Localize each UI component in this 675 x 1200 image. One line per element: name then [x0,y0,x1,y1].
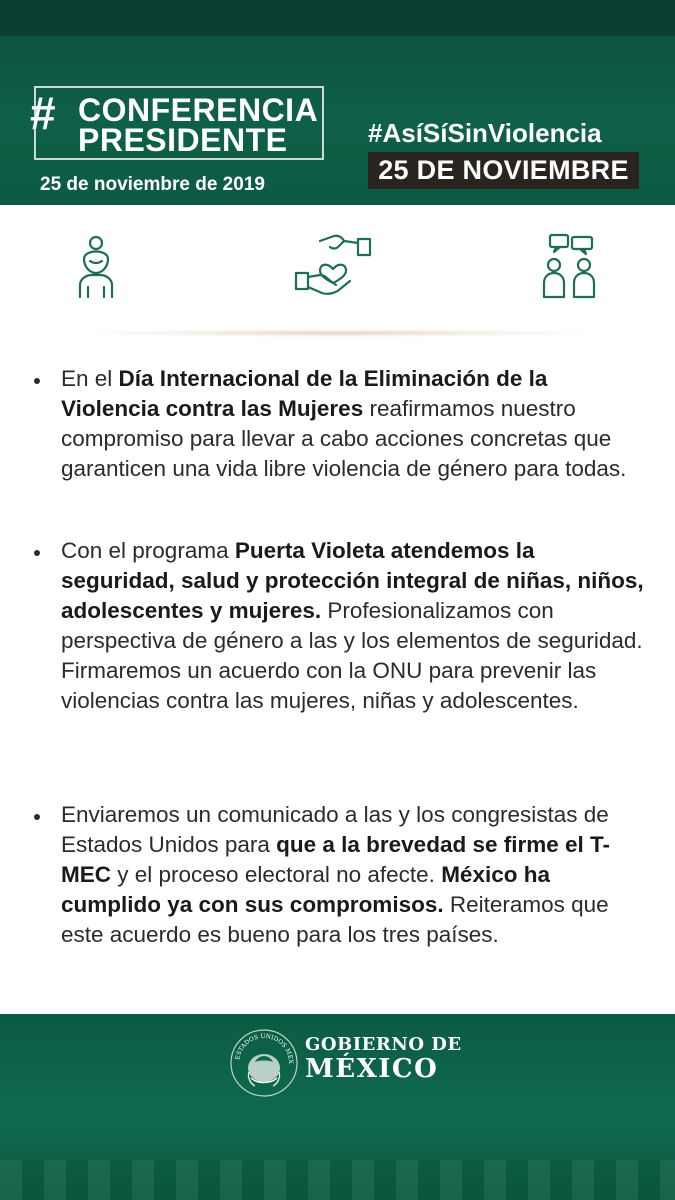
people-chat-icon [540,231,602,299]
bullet-regular-text: Enviaremos un comunicado a las y los congresistas de Estados Unidos para [61,802,609,857]
bullet-dot [34,378,40,384]
government-label-line1: GOBIERNO DE [305,1034,462,1055]
bullet-text-2 [61,536,646,716]
campaign-hashtag: #AsíSíSinViolencia [368,118,602,148]
date-banner [368,152,639,189]
bullet-bold-text: Puerta Violeta atendemos la seguridad, salud y protección integral de niñas, niños, adolescentes y mujeres. [61,538,644,623]
icons-row [0,205,675,335]
conference-title-line1: CONFERENCIA [78,92,319,128]
footer-pattern [0,1160,675,1200]
date-banner-text: 25 DE NOVIEMBRE [378,155,629,185]
bullet-text-3 [61,800,646,950]
header-top-strip [0,0,675,36]
bullet-regular-text: Profesionalizamos con perspectiva de género a las y los elementos de seguridad. Firmaremos un acuerdo con la ONU para prevenir las violencias contra las mujeres, niñas y adolescentes. [61,598,643,713]
national-seal-logo [229,1028,299,1098]
bullet-dot [34,550,40,556]
bullet-regular-text: Con el programa [61,538,235,563]
government-label-line2: MÉXICO [305,1054,439,1084]
woman-icon [74,233,118,299]
bullet-bold-text: México ha cumplido ya con sus compromisos. [61,862,550,917]
svg-text:ESTADOS UNIDOS MEXICANOS: ESTADOS UNIDOS MEX [234,1032,295,1064]
footer-band [0,1014,675,1200]
conference-date: 25 de noviembre de 2019 [40,174,265,195]
bullet-regular-text: y el proceso electoral no afecte. [111,862,442,887]
bullet-bold-text: Día Internacional de la Eliminación de la Violencia contra las Mujeres [61,366,548,421]
bullet-regular-text: En el [61,366,119,391]
bullet-text-1 [61,364,646,484]
section-divider [90,329,585,337]
bullet-dot [34,814,40,820]
bullet-bold-text: que a la brevedad se firme el T-MEC [61,832,611,887]
bullet-regular-text: reafirmamos nuestro compromiso para llevar a cabo acciones concretas que garanticen una vida libre violencia de género para todas. [61,396,627,481]
header-band [0,0,675,205]
conference-title-line2: PRESIDENTE [78,122,288,158]
hash-symbol: # [30,87,56,139]
hands-heart-icon [292,233,374,299]
bullet-regular-text: Reiteramos que este acuerdo es bueno para los tres países. [61,892,609,947]
